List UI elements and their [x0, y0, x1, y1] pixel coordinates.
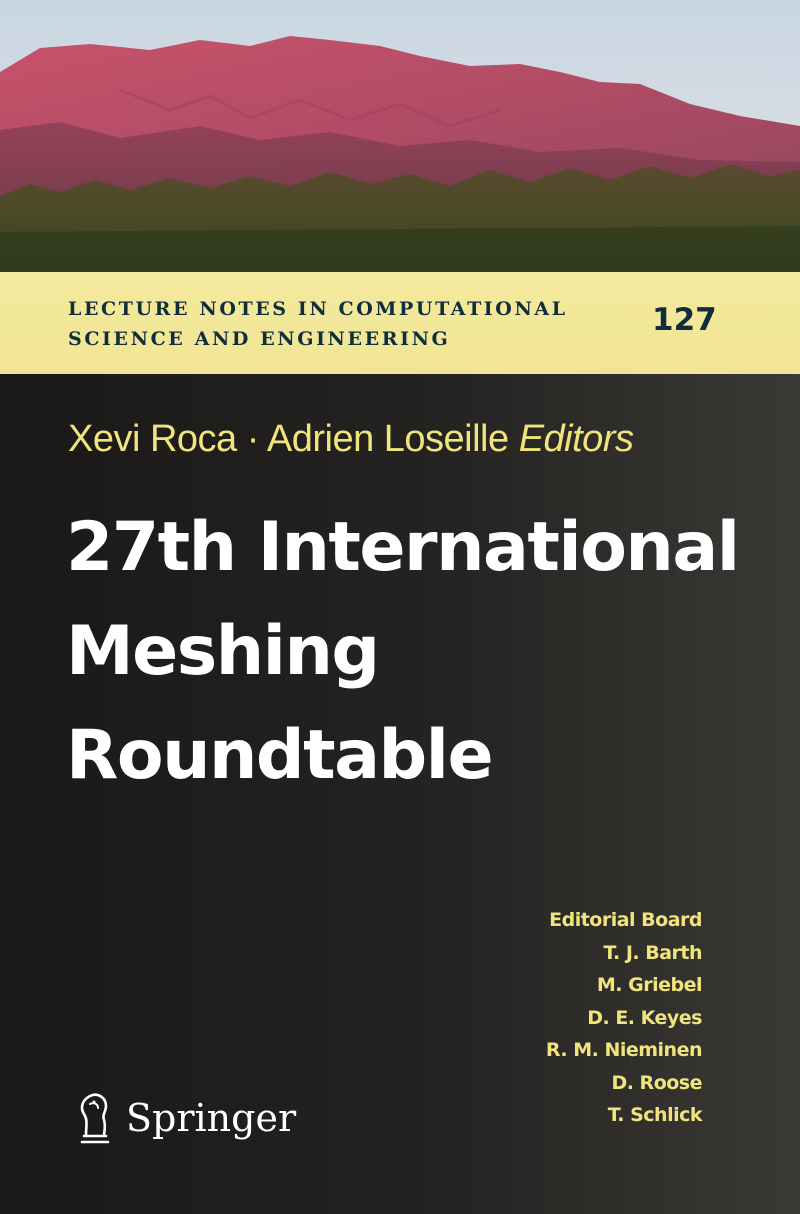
editors-line [68, 418, 633, 461]
book-title [66, 496, 739, 808]
book-title-line-1: 27th International [66, 508, 739, 587]
editor-names: Xevi Roca · Adrien Loseille [68, 418, 509, 460]
publisher-name: Springer [126, 1096, 297, 1140]
editorial-board-heading: Editorial Board [549, 909, 702, 931]
chess-knight-icon [70, 1090, 118, 1146]
board-member: D. Roose [611, 1071, 702, 1094]
cover-photo-mountains [0, 0, 800, 272]
board-member: M. Griebel [596, 974, 702, 996]
volume-number: 127 [652, 302, 717, 338]
board-member: T. J. Barth [603, 941, 702, 964]
book-title-line-3: Roundtable [66, 716, 493, 795]
publisher-imprint [70, 1090, 296, 1146]
series-title-line-1: LECTURE NOTES IN COMPUTATIONAL [68, 298, 568, 320]
series-title-line-2: SCIENCE AND ENGINEERING [68, 328, 451, 350]
editorial-board [546, 904, 702, 1132]
book-title-line-2: Meshing [66, 612, 379, 691]
series-title [68, 294, 568, 354]
series-band [0, 272, 800, 374]
editors-role: Editors [518, 418, 634, 460]
board-member: T. Schlick [607, 1104, 702, 1126]
board-member: R. M. Nieminen [545, 1039, 702, 1061]
board-member: D. E. Keyes [587, 1006, 702, 1029]
